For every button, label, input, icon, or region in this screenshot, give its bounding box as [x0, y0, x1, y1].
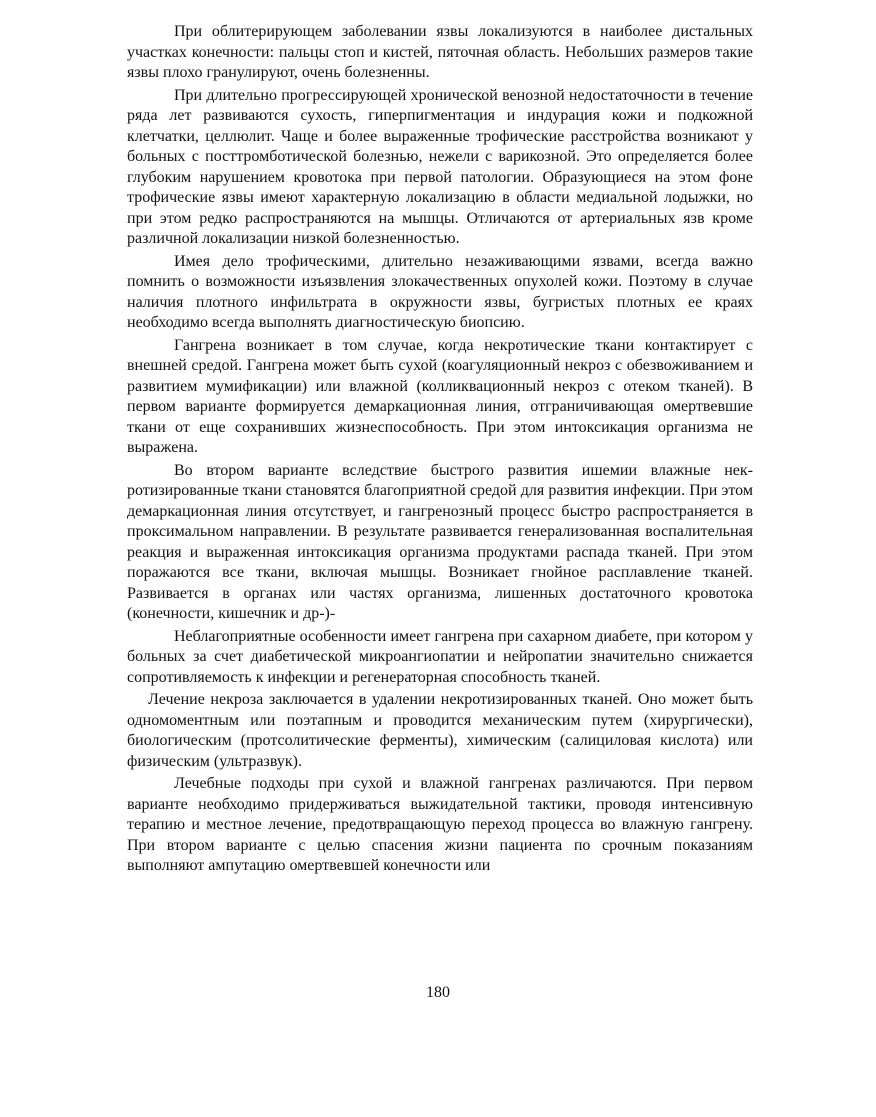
- paragraph-4: Гангрена возникает в том случае, когда некротические ткани контактирует с внешней средой. Гангрена может быть сухой (коагуляционный некроз с обезвоживанием и развитием мумификации) или влажной (колликвационный некроз с отеком тканей). В первом варианте формируется демаркационная линия, отграничивающая омертвевшие ткани от еще сохранивших жизнеспособность. При этом интоксикация организма не выражена.: [127, 336, 753, 456]
- paragraph-5: Во втором варианте вследствие быстрого развития ишемии влажные некротизированные ткани становятся благоприятной средой для развития инфекции. При этом демаркационная линия отсутствует, и гангренозный процесс быстро распространяется в проксимальном направлении. В результате развивается генерализованная воспалительная реакция и выраженная интоксикация организма продуктами распада тканей. При этом поражаются все ткани, включая мышцы. Возникает гнойное расплавление тканей. Развивается в органах или частях организма, лишенных достаточного кровотока (конечности, кишечник и др-)-: [127, 461, 753, 622]
- paragraph-7: Лечение некроза заключается в удалении некротизированных тканей. Оно может быть одномоментным или поэтапным и проводится механическим путем (хирургически), биологическим (протсолитические ферменты), химическим (салициловая кислота) или физическим (ультразвук).: [127, 691, 753, 770]
- paragraph-2: При длительно прогрессирующей хронической венозной недостаточности в течение ряда лет развиваются сухость, гиперпигментация и индурация кожи и подкожной клетчатки, целлюлит. Чаще и более выраженные трофические расстройства возникают у больных с посттромботической болезнью, нежели с варикозной. Это определяется более глубоким нарушением кровотока при первой патологии. Образующиеся на этом фоне трофические язвы имеют характерную локализацию в области медиальной лодыжки, но при этом редко распространяются на мышцы. Отличаются от артериальных язв кроме различной локализации низкой болезненностью.: [127, 86, 753, 247]
- paragraph-1: При облитерирующем заболевании язвы локализуются в наиболее дистальных участках конечности: пальцы стоп и кистей, пяточная область. Небольших размеров такие язвы плохо гранулируют, очень болезненны.: [127, 23, 753, 81]
- paragraph-3: Имея дело трофическими, длительно незаживающими язвами, всегда важно помнить о возможности изъязвления злокачественных опухолей кожи. Поэтому в случае наличия плотного инфильтрата в окружности язвы, бугристых плотных ее краях необходимо всегда выполнять диагностическую биопсию.: [127, 252, 753, 331]
- paragraph-6: Неблагоприятные особенности имеет гангрена при сахарном диабете, при котором у больных за счет диабетической микроангиопатии и нейропатии значительно снижается сопротивляемость к инфекции и регенераторная способность тканей.: [127, 627, 753, 686]
- page-number: 180: [426, 984, 450, 1001]
- paragraph-8: Лечебные подходы при сухой и влажной гангренах различаются. При первом варианте необходимо придерживаться выжидательной тактики, проводя интенсивную терапию и местное лечение, предотвращающую переход процесса во влажную гангрену. При втором варианте с целью спасения жизни пациента по срочным показаниям выполняют ампутацию омертвевшей конечности или: [127, 775, 753, 874]
- page-body: [127, 22, 753, 879]
